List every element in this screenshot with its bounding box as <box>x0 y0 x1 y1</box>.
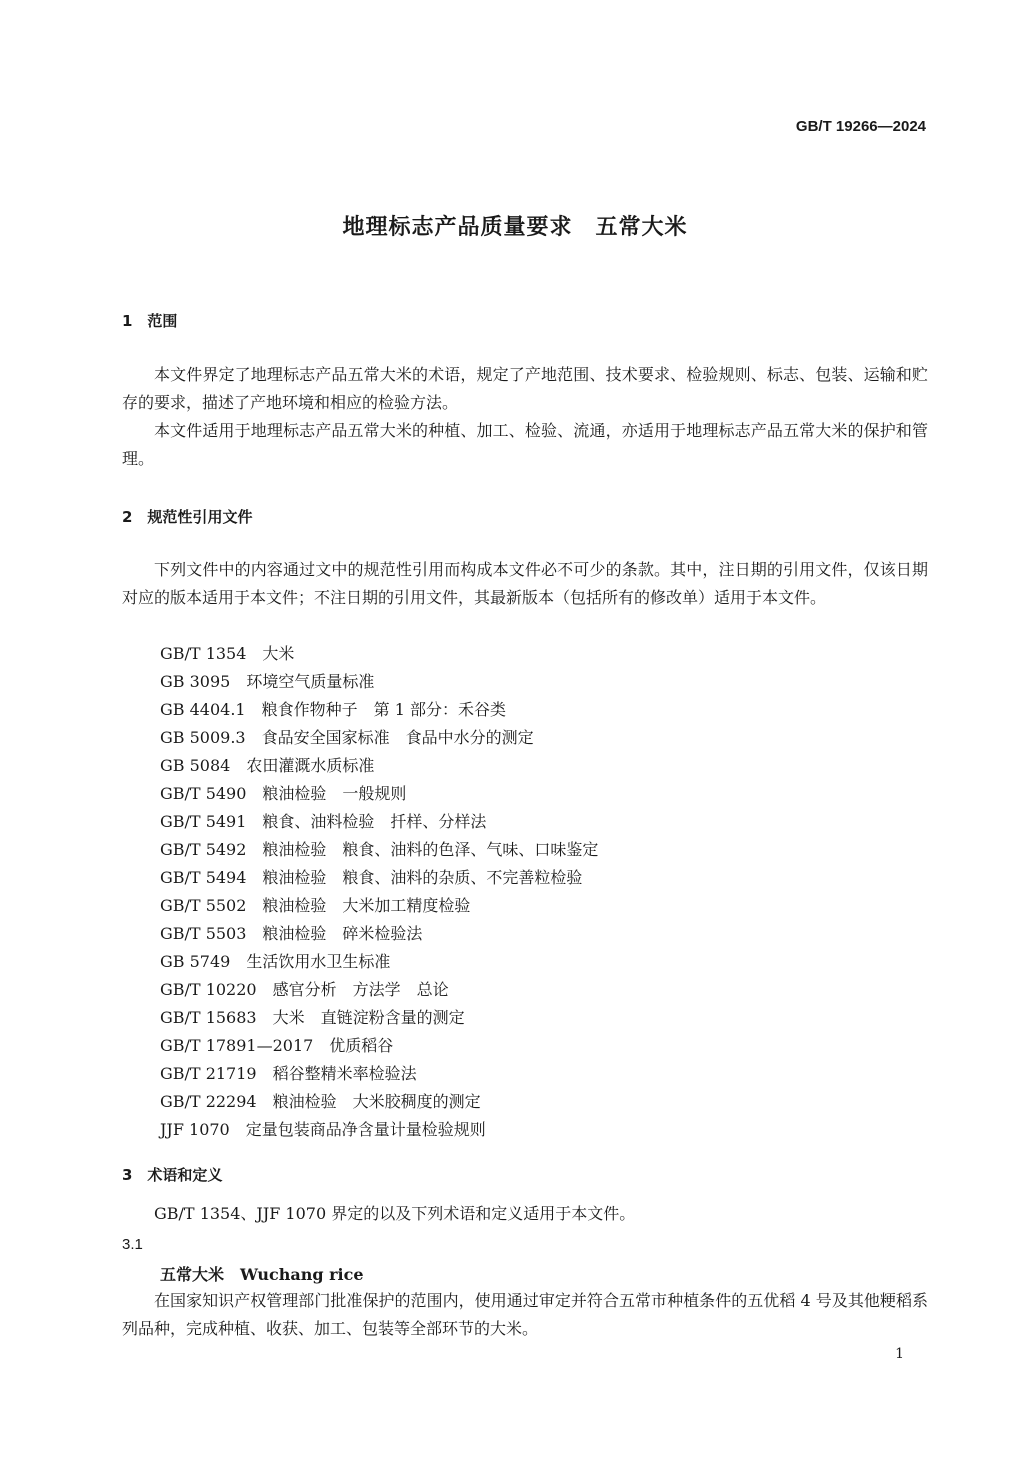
reference-item: GB/T 22294 粮油检验 大米胶稠度的测定 <box>160 1092 481 1111</box>
term-definition: 在国家知识产权管理部门批准保护的范围内，使用通过审定并符合五常市种植条件的五优稻 4 号及其他粳稻系列品种，完成种植、收获、加工、包装等全部环节的大米。 <box>122 1291 928 1338</box>
reference-item: JJF 1070 定量包装商品净含量计量检验规则 <box>160 1120 486 1139</box>
reference-item: GB/T 5502 粮油检验 大米加工精度检验 <box>160 896 471 915</box>
reference-item: GB/T 17891—2017 优质稻谷 <box>160 1036 394 1055</box>
reference-item: GB/T 5494 粮油检验 粮食、油料的杂质、不完善粒检验 <box>160 868 583 887</box>
reference-item: GB/T 21719 稻谷整精米率检验法 <box>160 1064 417 1083</box>
reference-item: GB 4404.1 粮食作物种子 第 1 部分：禾谷类 <box>160 700 506 719</box>
references-intro-paragraph: 下列文件中的内容通过文中的规范性引用而构成本文件必不可少的条款。其中，注日期的引用文件，仅该日期对应的版本适用于本文件；不注日期的引用文件，其最新版本（包括所有的修改单）适用于本文件。 <box>122 560 928 607</box>
clause-number: 3.1 <box>122 1236 143 1253</box>
reference-item: GB/T 15683 大米 直链淀粉含量的测定 <box>160 1008 465 1027</box>
section-heading-scope: 1 范围 <box>122 312 178 330</box>
reference-item: GB/T 10220 感官分析 方法学 总论 <box>160 980 449 999</box>
reference-item: GB/T 5491 粮食、油料检验 扦样、分样法 <box>160 812 487 831</box>
reference-item: GB 5009.3 食品安全国家标准 食品中水分的测定 <box>160 728 534 747</box>
term-title: 五常大米 Wuchang rice <box>160 1265 364 1284</box>
reference-item: GB/T 1354 大米 <box>160 644 295 663</box>
reference-item: GB/T 5503 粮油检验 碎米检验法 <box>160 924 423 943</box>
standard-code: GB/T 19266—2024 <box>795 118 926 135</box>
page-number: 1 <box>895 1346 904 1362</box>
terms-intro-paragraph: GB/T 1354、JJF 1070 界定的以及下列术语和定义适用于本文件。 <box>154 1204 636 1223</box>
reference-item: GB/T 5490 粮油检验 一般规则 <box>160 784 407 803</box>
document-title: 地理标志产品质量要求 五常大米 <box>342 215 688 240</box>
reference-item: GB 5084 农田灌溉水质标准 <box>160 756 375 775</box>
section-heading-terms: 3 术语和定义 <box>122 1166 223 1184</box>
reference-item: GB/T 5492 粮油检验 粮食、油料的色泽、气味、口味鉴定 <box>160 840 599 859</box>
scope-paragraph: 本文件适用于地理标志产品五常大米的种植、加工、检验、流通，亦适用于地理标志产品五常大米的保护和管理。 <box>122 421 928 468</box>
scope-paragraph: 本文件界定了地理标志产品五常大米的术语，规定了产地范围、技术要求、检验规则、标志、包装、运输和贮存的要求，描述了产地环境和相应的检验方法。 <box>122 365 928 412</box>
reference-item: GB 5749 生活饮用水卫生标准 <box>160 952 391 971</box>
reference-item: GB 3095 环境空气质量标准 <box>160 672 375 691</box>
section-heading-normative-references: 2 规范性引用文件 <box>122 508 253 526</box>
